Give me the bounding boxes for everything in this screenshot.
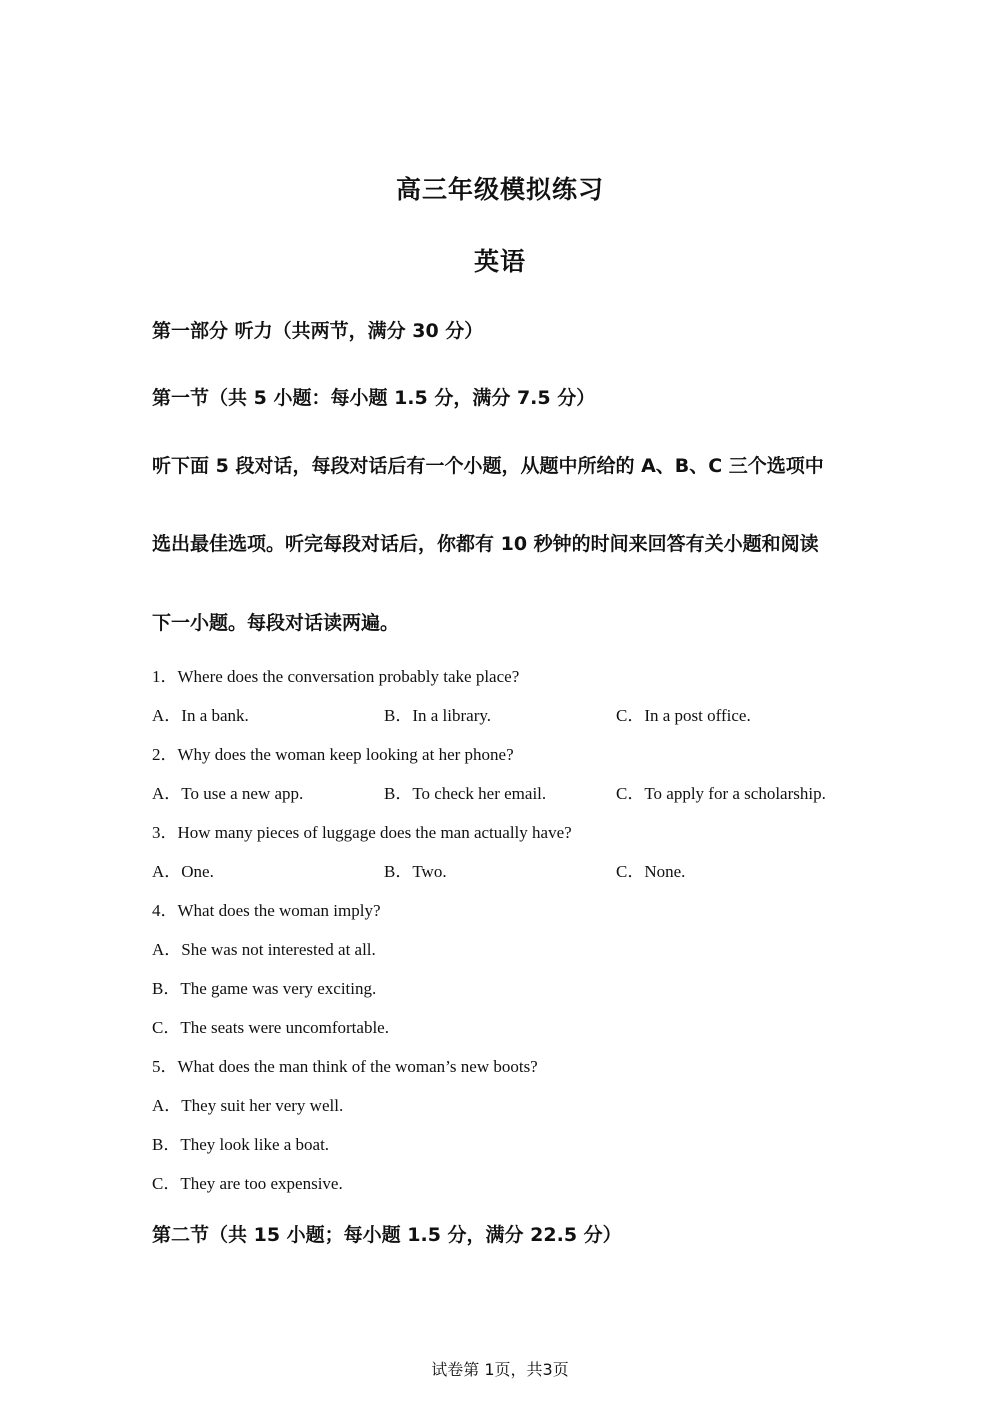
question-5-option-b: B．They look like a boat.: [152, 1135, 330, 1154]
question-2-option-b: B．To check her email.: [384, 784, 547, 803]
instruction-line-1: 听下面 5 段对话，每段对话后有一个小题，从题中所给的 A、B、C 三个选项中: [152, 455, 824, 477]
question-1-stem: 1．Where does the conversation probably take place?: [152, 667, 520, 686]
section2-heading: 第二节（共 15 小题；每小题 1.5 分，满分 22.5 分）: [152, 1224, 622, 1246]
question-4-stem: 4．What does the woman imply?: [152, 901, 381, 920]
exam-title: 高三年级模拟练习: [395, 175, 604, 204]
exam-subject: 英语: [473, 247, 526, 276]
question-3-stem: 3．How many pieces of luggage does the man actually have?: [152, 823, 572, 842]
question-5-stem: 5．What does the man think of the woman’s new boots?: [152, 1057, 538, 1076]
question-5-option-a: A．They suit her very well.: [152, 1096, 344, 1115]
instruction-line-3: 下一小题。每段对话读两遍。: [152, 612, 400, 634]
instruction-line-2: 选出最佳选项。听完每段对话后，你都有 10 秒钟的时间来回答有关小题和阅读: [152, 533, 819, 555]
question-4-option-b: B．The game was very exciting.: [152, 979, 377, 998]
question-3-option-c: C．None.: [616, 862, 686, 881]
part1-heading: 第一部分 听力（共两节，满分 30 分）: [152, 320, 484, 342]
question-1-option-b: B．In a library.: [384, 706, 492, 725]
question-5-option-c: C．They are too expensive.: [152, 1174, 343, 1193]
question-1-option-c: C．In a post office.: [616, 706, 751, 725]
question-1-option-a: A．In a bank.: [152, 706, 249, 725]
question-4-option-c: C．The seats were uncomfortable.: [152, 1018, 389, 1037]
question-3-option-b: B．Two.: [384, 862, 447, 881]
question-2-option-a: A．To use a new app.: [152, 784, 304, 803]
question-2-option-c: C．To apply for a scholarship.: [616, 784, 826, 803]
question-2-stem: 2．Why does the woman keep looking at her phone?: [152, 745, 514, 764]
question-4-option-a: A．She was not interested at all.: [152, 940, 376, 959]
page-footer: 试卷第 1页，共3页: [431, 1360, 569, 1379]
section1-heading: 第一节（共 5 小题：每小题 1.5 分，满分 7.5 分）: [152, 387, 596, 409]
question-3-option-a: A．One.: [152, 862, 214, 881]
